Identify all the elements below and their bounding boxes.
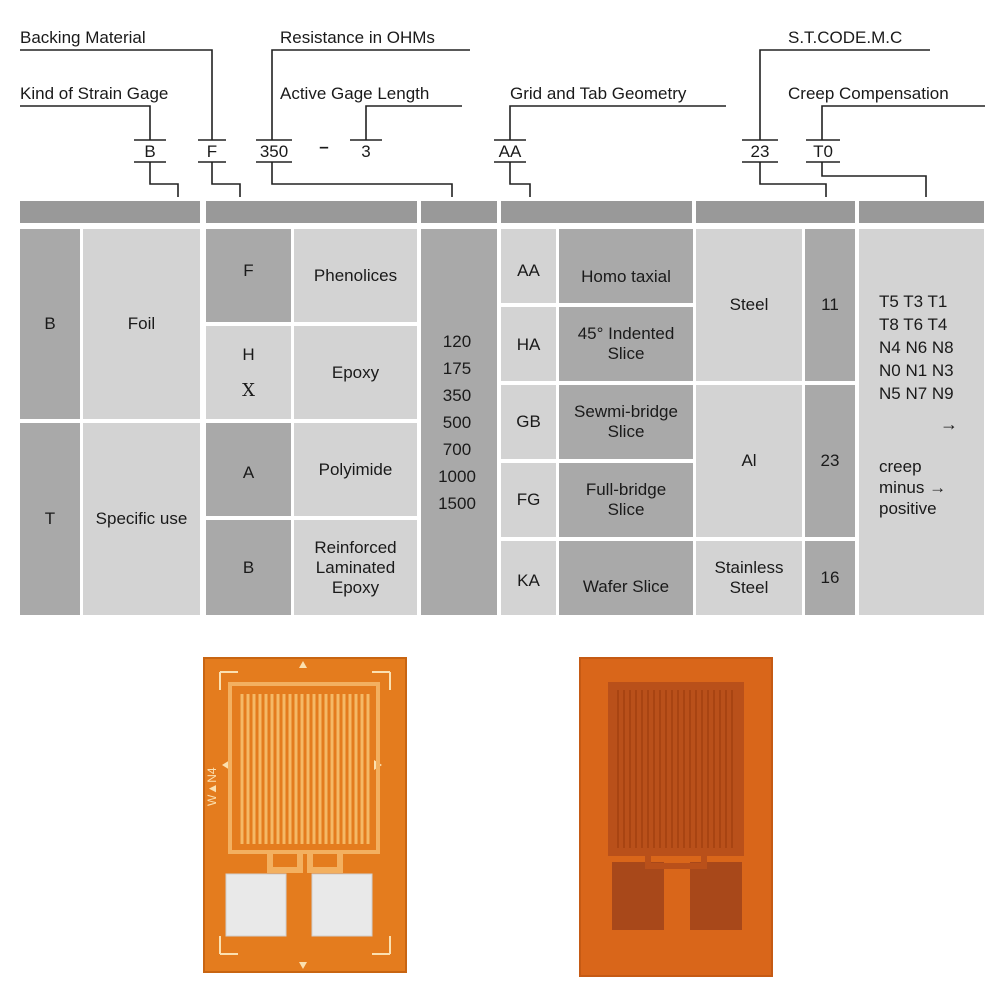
kind-of-strain-gage-label: Kind of Strain Gage [20,84,169,103]
backing-name-epoxy: Epoxy [331,362,380,382]
geometry-name-cell [559,385,693,459]
header-bar-stcode [696,201,855,223]
code-length: 3 [361,142,371,161]
backing-code-h: H [242,344,255,364]
geometry-name-wafer-slice: Wafer Slice [582,577,670,596]
resistance-label: Resistance in OHMs [280,28,435,47]
kind-name-foil: Foil [127,314,156,333]
geometry-code-ka: KA [517,571,540,590]
code-geometry: AA [498,142,522,161]
creep-code-row: N4 N6 N8 [879,338,954,357]
resistance-value: 1500 [438,493,476,513]
resistance-value: 120 [442,331,472,351]
geometry-code-fg: FG [516,490,541,509]
creep-code-row: T5 T3 T1 [879,292,948,311]
geometry-name-cell [559,541,693,615]
backing-code-cell [206,229,291,322]
kind-code-t: T [44,509,56,528]
stcode-material-cell [696,229,802,381]
geometry-name-45-indented: 45° Indented Slice [577,324,675,363]
creep-notes [879,456,946,519]
code-resistance: 350 [259,142,289,161]
backing-name-phenolices: Phenolices [313,265,398,285]
connector-lines [0,0,1000,230]
header-bar-geometry [501,201,692,223]
creep-cell [859,229,984,615]
stcode-code-cell [805,541,855,615]
gage-grid-shadow [608,682,744,856]
creep-note-creep: creep [879,457,922,476]
creep-note-positive: positive [879,499,937,518]
backing-code-cell [206,326,291,419]
minus-arrow-icon: → [929,478,947,497]
code-stcode: 23 [750,142,770,161]
geometry-code-cell [501,229,556,303]
creep-code-row: N0 N1 N3 [879,361,954,380]
solder-pad-left [226,874,286,936]
header-bar-backing [206,201,417,223]
kind-code-b: B [44,314,56,333]
backing-name-cell [294,423,417,516]
geometry-code-cell [501,307,556,381]
geometry-code-cell [501,541,556,615]
backing-code-x: X [242,379,255,401]
geometry-name-homo-taxial: Homo taxial [581,267,671,286]
code-dash: – [319,137,329,156]
stcode-code-11: 11 [821,295,839,314]
code-creep: T0 [813,142,833,161]
stcode-code-23: 23 [820,451,840,470]
backing-name-reinforced: Reinforced Laminated Epoxy [314,537,397,597]
geometry-code-cell [501,385,556,459]
kind-code-cell [20,423,80,615]
header-bar-kind [20,201,200,223]
gage-marking: W▲N4 [205,767,219,806]
backing-code-cell [206,423,291,516]
code-backing: F [206,142,218,161]
geometry-code-cell [501,463,556,537]
stcode-material-cell [696,385,802,537]
backing-code-cell [206,520,291,615]
backing-name-cell [294,229,417,322]
geometry-code-ha: HA [516,335,541,354]
resistance-value: 1000 [438,466,476,486]
backing-material-label: Backing Material [20,28,146,47]
kind-code-cell [20,229,80,419]
resistance-value: 350 [442,385,472,405]
resistance-column [421,229,497,615]
resistance-value: 175 [442,358,472,378]
stcode-code-cell [805,229,855,381]
geometry-code-aa: AA [517,261,540,280]
backing-name-polyimide: Polyimide [318,459,393,479]
grid-tab-geometry-label: Grid and Tab Geometry [510,84,687,103]
creep-codes [879,290,954,405]
resistance-value: 700 [442,439,472,459]
backing-code-b: B [242,557,255,577]
geometry-name-cell [559,307,693,381]
solder-pad-right [312,874,372,936]
pad-shadow-right [690,862,742,930]
resistance-value: 500 [442,412,472,432]
kind-name-specific-use: Specific use [95,509,188,528]
stcode-code-cell [805,385,855,537]
kind-name-cell [83,229,200,419]
header-bar-resistance [421,201,497,223]
stcode-material-stainless: Stainless Steel [714,558,784,597]
backing-code-a: A [242,463,255,482]
strain-gage-photo-left [200,656,410,974]
backing-name-cell [294,326,417,419]
geometry-code-gb: GB [516,412,541,431]
geometry-name-cell [559,463,693,537]
creep-code-row: T8 T6 T4 [879,315,948,334]
geometry-name-full-bridge: Full-bridge Slice [585,480,667,519]
resistance-values [438,328,476,517]
backing-name-cell [294,520,417,615]
creep-compensation-label: Creep Compensation [788,84,949,103]
creep-arrow-icon: → [940,414,958,434]
stcode-code-16: 16 [820,568,840,587]
geometry-name-cell [559,229,693,303]
creep-note-minus: minus [879,478,925,497]
stcode-material-al: Al [741,451,757,470]
active-gage-length-label: Active Gage Length [280,84,430,103]
stcode-label: S.T.CODE.M.C [788,28,903,47]
creep-code-row: N5 N7 N9 [879,384,954,403]
code-kind: B [144,142,156,161]
kind-name-cell [83,423,200,615]
header-bar-creep [859,201,984,223]
backing-code-f: F [243,261,254,280]
strain-gage-photo-right [578,656,774,978]
pad-shadow-left [612,862,664,930]
stcode-material-steel: Steel [729,295,769,314]
stcode-material-cell [696,541,802,615]
creep-note-minus-row [879,477,946,498]
geometry-name-sewmi-bridge: Sewmi-bridge Slice [574,402,678,441]
